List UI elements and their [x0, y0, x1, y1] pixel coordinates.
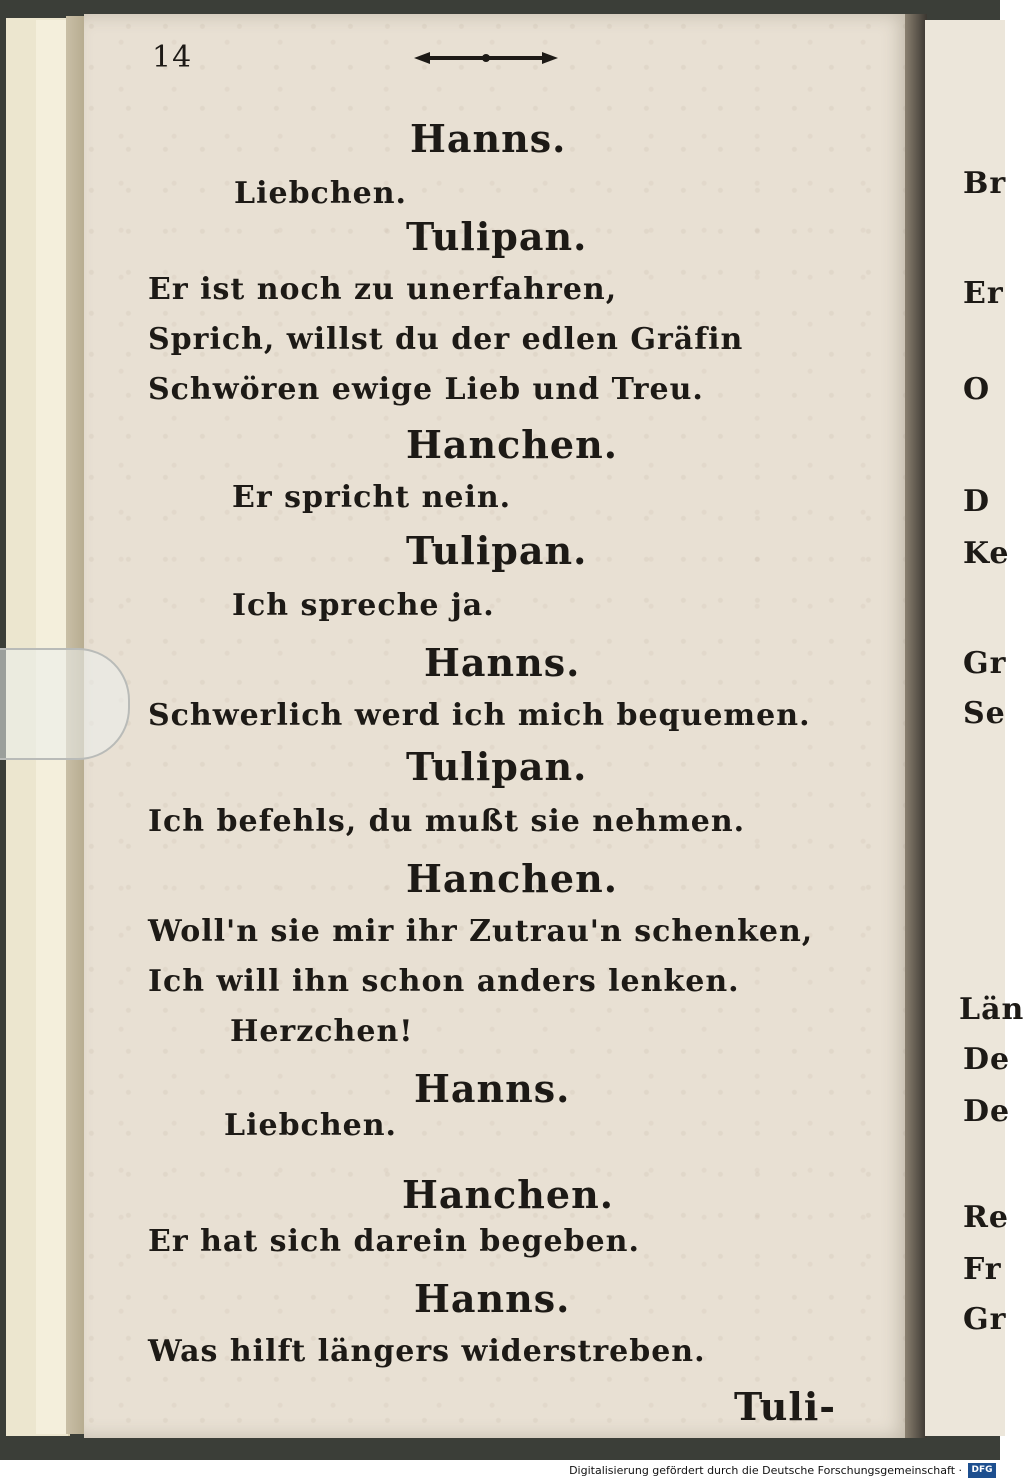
facing-fragment: De: [963, 1042, 1011, 1077]
funding-credit: Digitalisierung gefördert durch die Deutsche Forschungsgemeinschaft ·: [569, 1464, 962, 1477]
book-gutter: [905, 14, 927, 1438]
speaker-label: Hanchen.: [406, 422, 618, 467]
verse-line: Woll'n sie mir ihr Zutrau'n schenken,: [148, 914, 814, 949]
verse-line: Er hat sich darein begeben.: [148, 1224, 640, 1259]
facing-fragment: Gr: [963, 646, 1007, 681]
verse-line: Sprich, willst du der edlen Gräfin: [148, 322, 744, 357]
speaker-label: Tulipan.: [406, 214, 588, 259]
verse-line: Schwerlich werd ich mich bequemen.: [148, 698, 811, 733]
verse-line: Was hilft längers widerstreben.: [148, 1334, 706, 1369]
facing-page: [925, 20, 1024, 1436]
speaker-label: Hanns.: [410, 116, 567, 161]
facing-fragment: Län: [959, 992, 1024, 1027]
facing-fragment: D: [963, 484, 991, 519]
page-clip: [0, 648, 130, 760]
catchword: Tuli-: [734, 1384, 837, 1429]
page-number: 14: [152, 40, 193, 75]
footer-bar: [0, 1460, 1000, 1482]
facing-fragment: De: [963, 1094, 1011, 1129]
speaker-label: Hanchen.: [406, 856, 618, 901]
speaker-label: Tulipan.: [406, 528, 588, 573]
facing-fragment: Br: [963, 166, 1007, 201]
verse-line: Ich will ihn schon anders lenken.: [148, 964, 740, 999]
verse-line: Er ist noch zu unerfahren,: [148, 272, 618, 307]
verse-line: Schwören ewige Lieb und Treu.: [148, 372, 704, 407]
speaker-label: Tulipan.: [406, 744, 588, 789]
speaker-label: Hanns.: [414, 1276, 571, 1321]
speaker-label: Hanns.: [424, 640, 581, 685]
verse-line: Herzchen!: [230, 1014, 414, 1049]
verse-line: Er spricht nein.: [232, 480, 512, 515]
book-page: [84, 14, 910, 1438]
ornament-rule-icon: [410, 48, 562, 68]
verse-line: Ich spreche ja.: [232, 588, 495, 623]
verse-line: Ich befehls, du mußt sie nehmen.: [148, 804, 746, 839]
facing-fragment: Se: [963, 696, 1006, 731]
facing-fragment: O: [963, 372, 991, 407]
facing-fragment: Ke: [963, 536, 1010, 571]
facing-fragment: Fr: [963, 1252, 1002, 1287]
facing-fragment: Gr: [963, 1302, 1007, 1337]
speaker-label: Hanchen.: [402, 1172, 614, 1217]
verse-line: Liebchen.: [234, 176, 407, 211]
facing-fragment: Er: [963, 276, 1004, 311]
facing-fragment: Re: [963, 1200, 1010, 1235]
speaker-label: Hanns.: [414, 1066, 571, 1111]
dfg-logo-icon: DFG: [968, 1463, 996, 1478]
verse-line: Liebchen.: [224, 1108, 397, 1143]
